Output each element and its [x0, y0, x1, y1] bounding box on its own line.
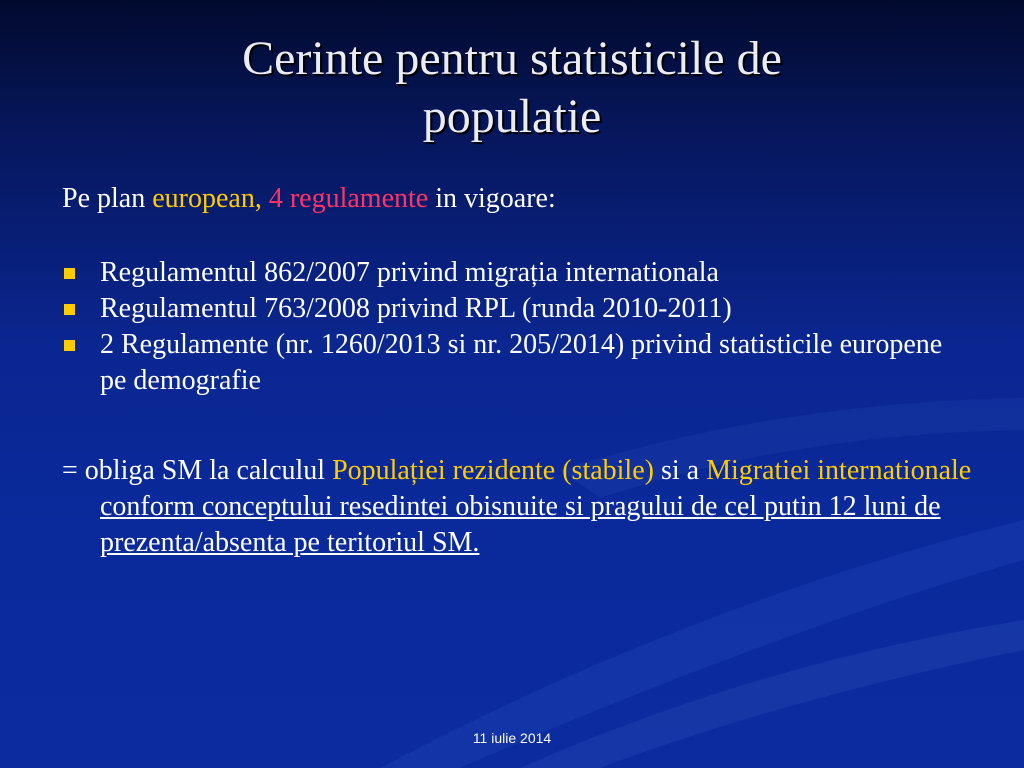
conclusion-paragraph	[62, 453, 980, 561]
regulations-list	[62, 255, 962, 399]
conclusion-underlined-concept: conform conceptului resedintei obisnuite si pragului de cel putin 12 luni de prezenta/absenta pe teritoriul SM.	[100, 491, 941, 558]
list-item	[62, 255, 962, 291]
conclusion-part3: si a	[653, 455, 707, 486]
intro-line	[62, 181, 556, 217]
intro-highlight-european: european,	[152, 183, 262, 214]
conclusion-highlight-migration: Migratiei internationale	[706, 455, 972, 486]
square-bullet-icon	[64, 340, 75, 351]
intro-part1: Pe plan	[62, 183, 153, 214]
list-item	[62, 327, 962, 399]
slide-title	[0, 30, 1024, 146]
slide-title-line1: Cerinte pentru statisticile de	[242, 32, 782, 85]
intro-highlight-regulations: 4 regulamente	[268, 183, 429, 214]
conclusion-highlight-population: Populației rezidente (stabile)	[332, 455, 654, 486]
list-item	[62, 291, 962, 327]
square-bullet-icon	[64, 268, 75, 279]
intro-part3	[262, 183, 269, 214]
list-item-text: Regulamentul 763/2008 privind RPL (runda 2010-2011)	[100, 293, 732, 324]
conclusion-part1: = obliga SM la calculul	[62, 455, 333, 486]
list-item-text: Regulamentul 862/2007 privind migrația internationala	[100, 257, 719, 288]
slide-title-line2: populatie	[422, 90, 602, 143]
intro-part5: in vigoare	[428, 183, 548, 214]
intro-part6: :	[547, 183, 556, 214]
list-item-text: 2 Regulamente (nr. 1260/2013 si nr. 205/2014) privind statisticile europene pe demografie	[100, 329, 943, 396]
footer-date: 11 iulie 2014	[472, 730, 552, 746]
square-bullet-icon	[64, 304, 75, 315]
